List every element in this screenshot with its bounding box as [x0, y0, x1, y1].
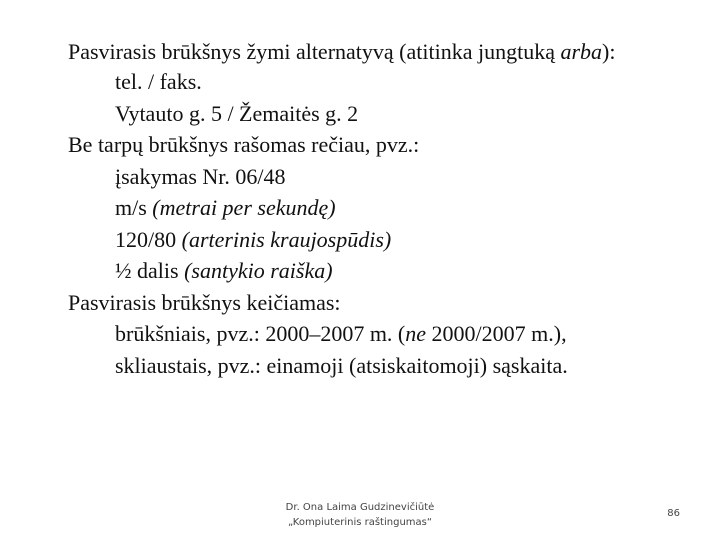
example-dashes — [68, 318, 708, 350]
text-line-no-spaces: Be tarpų brūkšnys rašomas rečiau, pvz.: — [68, 132, 420, 157]
page-number: 86 — [667, 508, 680, 519]
text-run: m/s — [115, 195, 153, 220]
text-run: ½ dalis — [115, 258, 185, 283]
example-brackets: skliaustais, pvz.: einamoji (atsiskaitomoji) sąskaita. — [115, 352, 568, 378]
example-blood-pressure — [68, 224, 708, 256]
example-order-number: įsakymas Nr. 06/48 — [115, 163, 286, 189]
example-half — [68, 255, 708, 287]
italic-explanation: (santykio raiška) — [184, 258, 333, 283]
footer-course-title: „Kompiuterinis raštingumas“ — [287, 517, 433, 528]
footer-author-name: Dr. Ona Laima Gudzinevičiūtė — [285, 502, 435, 513]
italic-explanation: (arterinis kraujospūdis) — [181, 226, 392, 252]
example-m-s — [68, 192, 708, 224]
text-run: Pasvirasis brūkšnys žymi alternatyvą (atitinka jungtuką — [68, 39, 561, 64]
example-address: Vytauto g. 5 / Žemaitės g. 2 — [115, 100, 359, 126]
footer-author — [244, 500, 476, 530]
text-run: 2000/2007 m.), — [426, 321, 567, 346]
italic-word-ne: ne — [405, 321, 427, 346]
italic-explanation: (metrai per sekundę) — [152, 195, 336, 220]
italic-word-arba: arba — [560, 39, 603, 64]
text-run: 120/80 — [115, 226, 182, 252]
slide-body — [68, 38, 708, 381]
text-run: ): — [602, 39, 616, 64]
example-tel-faks: tel. / faks. — [115, 69, 202, 94]
text-line-alternative — [68, 38, 708, 66]
text-run: brūkšniais, pvz.: 2000–2007 m. ( — [115, 321, 406, 346]
text-line-replaced: Pasvirasis brūkšnys keičiamas: — [68, 289, 341, 315]
